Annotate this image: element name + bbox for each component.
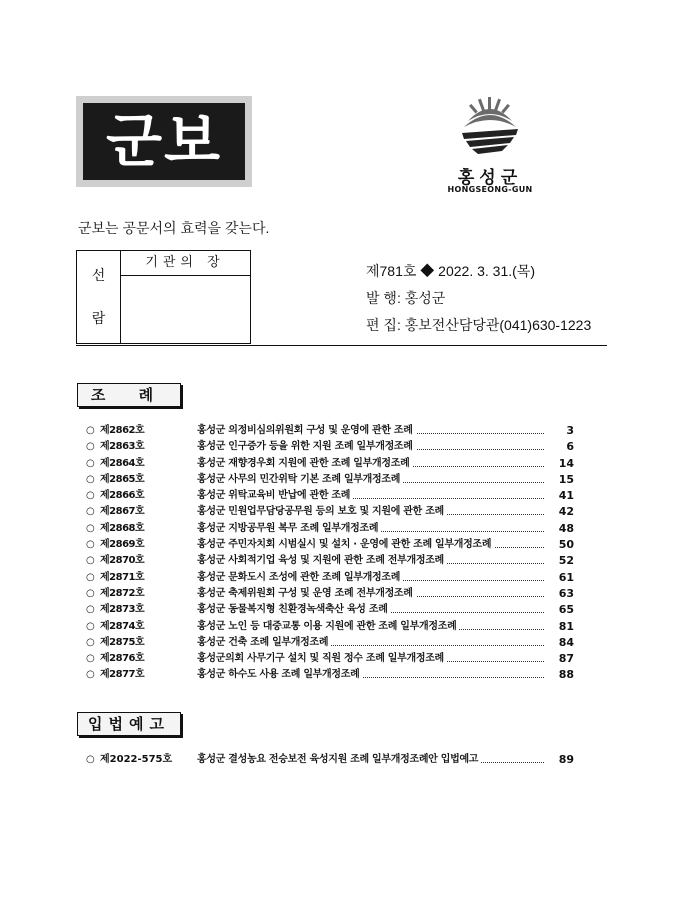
item-number: 제2867호	[100, 506, 145, 518]
list-item[interactable]	[86, 602, 574, 618]
item-title: 홍성군 재향경우회 지원에 관한 조례 일부개정조례	[197, 456, 546, 472]
item-page: 50	[558, 538, 574, 552]
ordinance-list	[86, 423, 574, 684]
item-page: 42	[558, 505, 574, 519]
bullet-icon: ○	[86, 555, 95, 567]
item-number: 제2874호	[100, 620, 145, 632]
item-title: 홍성군 동물복지형 친환경녹색축산 육성 조례	[197, 602, 546, 618]
item-page: 89	[558, 753, 574, 766]
bullet-icon: ○	[86, 754, 95, 765]
notice-list	[86, 752, 574, 768]
item-number: 제2872호	[100, 587, 145, 599]
list-item[interactable]	[86, 423, 574, 439]
item-number: 제2875호	[100, 636, 145, 648]
masthead	[76, 96, 252, 187]
list-item[interactable]	[86, 635, 574, 651]
tagline: 군보는 공문서의 효력을 갖는다.	[78, 220, 270, 236]
item-number: 제2865호	[100, 473, 145, 485]
item-page: 87	[558, 652, 574, 666]
item-page: 81	[558, 619, 574, 633]
item-page: 63	[558, 586, 574, 600]
bullet-icon: ○	[86, 587, 95, 599]
logo-name: 홍성군	[457, 168, 523, 188]
list-item[interactable]	[86, 537, 574, 553]
item-title: 홍성군 인구증가 등을 위한 지원 조례 일부개정조례	[197, 439, 546, 455]
bullet-icon: ○	[86, 457, 95, 469]
item-title: 홍성군 사회적기업 육성 및 지원에 관한 조례 전부개정조례	[197, 553, 546, 569]
distribution-label-column	[77, 251, 121, 343]
bullet-icon: ○	[86, 636, 95, 648]
item-title: 홍성군 사무의 민간위탁 기본 조례 일부개정조례	[197, 472, 546, 488]
list-item[interactable]	[86, 439, 574, 455]
distribution-header: 기관의 장	[120, 251, 250, 276]
item-page: 61	[558, 570, 574, 584]
item-page: 15	[558, 472, 574, 486]
item-title: 홍성군 결성농요 전승보전 육성지원 조례 일부개정조례안 입법예고	[197, 752, 546, 768]
item-number: 제2864호	[100, 457, 145, 469]
bullet-icon: ○	[86, 473, 95, 485]
list-item[interactable]	[86, 752, 574, 768]
item-number: 제2871호	[100, 571, 145, 583]
item-title: 홍성군 문화도시 조성에 관한 조례 일부개정조례	[197, 570, 546, 586]
item-page: 3	[566, 424, 574, 437]
item-page: 84	[558, 635, 574, 649]
bullet-icon: ○	[86, 441, 95, 453]
item-title: 홍성군 하수도 사용 조례 일부개정조례	[197, 667, 546, 683]
item-number: 제2866호	[100, 490, 145, 502]
list-item[interactable]	[86, 651, 574, 667]
item-title: 홍성군 민원업무담당공무원 등의 보호 및 지원에 관한 조례	[197, 504, 546, 520]
item-title: 홍성군 건축 조례 일부개정조례	[197, 635, 546, 651]
section-heading-notices: 입법예고	[77, 712, 181, 736]
item-page: 6	[566, 440, 574, 454]
bullet-icon: ○	[86, 425, 95, 436]
item-title: 홍성군 주민자치회 시범실시 및 설치 · 운영에 관한 조례 일부개정조례	[197, 537, 546, 553]
issue-info	[366, 258, 591, 339]
bullet-icon: ○	[86, 522, 95, 534]
item-number: 제2870호	[100, 555, 145, 567]
bullet-icon: ○	[86, 490, 95, 502]
list-item[interactable]	[86, 667, 574, 683]
item-number: 제2877호	[100, 669, 145, 681]
item-title: 홍성군 노인 등 대중교통 이용 지원에 관한 조례 일부개정조례	[197, 619, 546, 635]
bullet-icon: ○	[86, 604, 95, 616]
item-page: 65	[558, 603, 574, 617]
item-number: 제2862호	[100, 425, 145, 436]
item-title: 홍성군 지방공무원 복무 조례 일부개정조례	[197, 521, 546, 537]
item-number: 제2022-575호	[100, 754, 173, 765]
item-number: 제2876호	[100, 653, 145, 665]
item-number: 제2863호	[100, 441, 145, 453]
issue-editor: 편 집: 홍보전산담당관(041)630-1223	[366, 317, 592, 333]
item-page: 52	[558, 554, 574, 568]
list-item[interactable]	[86, 619, 574, 635]
distribution-label-top: 선	[91, 268, 106, 284]
list-item[interactable]	[86, 586, 574, 602]
list-item[interactable]	[86, 570, 574, 586]
item-number: 제2873호	[100, 604, 145, 616]
list-item[interactable]	[86, 488, 574, 504]
list-item[interactable]	[86, 456, 574, 472]
masthead-title: 군보	[83, 103, 245, 180]
bullet-icon: ○	[86, 571, 95, 583]
issue-number-date: 제781호 ◆ 2022. 3. 31.(목)	[366, 263, 535, 279]
item-title: 홍성군 축제위원회 구성 및 운영 조례 전부개정조례	[197, 586, 546, 602]
county-logo	[440, 95, 540, 200]
item-title: 홍성군의회 사무기구 설치 및 직원 정수 조례 일부개정조례	[197, 651, 546, 667]
item-number: 제2869호	[100, 539, 145, 551]
issue-publisher: 발 행: 홍성군	[366, 290, 446, 306]
item-title: 홍성군 위탁교육비 반납에 관한 조례	[197, 488, 546, 504]
item-page: 41	[558, 489, 574, 503]
county-emblem-icon	[458, 95, 522, 157]
bullet-icon: ○	[86, 653, 95, 665]
list-item[interactable]	[86, 472, 574, 488]
list-item[interactable]	[86, 521, 574, 537]
divider	[76, 345, 607, 346]
list-item[interactable]	[86, 504, 574, 520]
distribution-box	[76, 250, 251, 344]
list-item[interactable]	[86, 553, 574, 569]
bullet-icon: ○	[86, 669, 95, 681]
section-heading-ordinances: 조 례	[77, 383, 181, 407]
item-page: 48	[558, 521, 574, 535]
bullet-icon: ○	[86, 539, 95, 551]
bullet-icon: ○	[86, 506, 95, 518]
distribution-label-bottom: 람	[91, 311, 106, 327]
item-page: 88	[558, 668, 574, 682]
item-title: 홍성군 의정비심의위원회 구성 및 운영에 관한 조례	[197, 423, 546, 439]
logo-english-name: HONGSEONG-GUN	[447, 185, 533, 194]
bullet-icon: ○	[86, 620, 95, 632]
item-number: 제2868호	[100, 522, 145, 534]
item-page: 14	[558, 456, 574, 470]
